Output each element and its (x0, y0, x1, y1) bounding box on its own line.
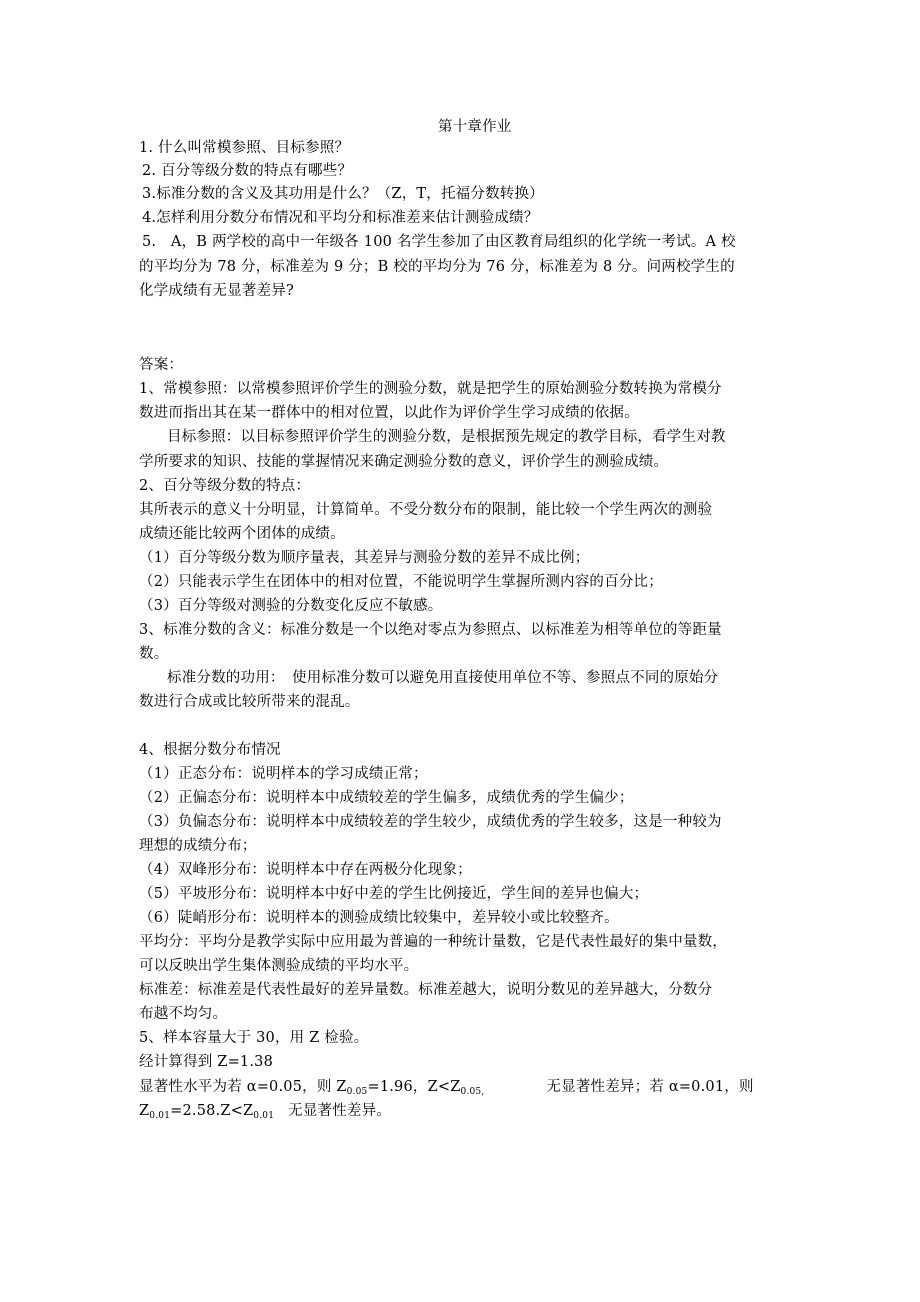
answer-4-heading: 4、根据分数分布情况 (139, 742, 281, 758)
mean-line-2: 可以反映出学生集体测验成绩的平均水平。 (139, 958, 419, 974)
answer-3-line-1: 3、标准分数的含义：标准分数是一个以绝对零点为参照点、以标准差为相等单位的等距量 (139, 622, 722, 638)
answer-5-line-4 (139, 1101, 391, 1121)
page-title: 第十章作业 (438, 119, 512, 135)
z-test-text-4: Z (139, 1103, 150, 1119)
mean-line-1: 平均分：平均分是教学实际中应用最为普遍的一种统计量数，它是代表性最好的集中量数， (139, 934, 727, 950)
question-4: 4.怎样利用分数分布情况和平均分和标准差来估计测验成绩？ (142, 210, 539, 226)
z-test-text-5: =2.58.Z<Z (170, 1103, 254, 1119)
answer-1-line-2: 数进而指出其在某一群体中的相对位置，以此作为评价学生学习成绩的依据。 (139, 405, 639, 421)
question-5-line-2: 的平均分为 78 分，标准差为 9 分；B 校的平均分为 76 分，标准差为 8 分。问两校学生的 (139, 259, 735, 275)
z-test-text-6: 无显著性差异。 (288, 1103, 392, 1119)
answer-2-point-3: （3）百分等级对测验的分数变化反应不敏感。 (139, 598, 443, 614)
question-5-line-1: 5. A，B 两学校的高中一年级各 100 名学生参加了由区教育局组织的化学统一考试。A 校 (142, 234, 736, 250)
answer-5-line-1: 5、样本容量大于 30，用 Z 检验。 (139, 1030, 369, 1046)
answer-4-point-5: （5）平坡形分布：说明样本中好中差的学生比例接近，学生间的差异也偏大； (139, 886, 649, 902)
sd-line-1: 标准差：标准差是代表性最好的差异量数。标准差越大，说明分数见的差异越大，分数分 (139, 982, 713, 998)
answer-4-point-4: （4）双峰形分布：说明样本中存在两极分化现象； (139, 862, 472, 878)
answer-2-heading: 2、百分等级分数的特点： (139, 478, 311, 494)
answer-2-line-1: 其所表示的意义十分明显，计算简单。不受分数分布的限制，能比较一个学生两次的测验 (139, 502, 713, 518)
question-2: 2. 百分等级分数的特点有哪些？ (142, 163, 353, 179)
answer-1-line-4: 学所要求的知识、技能的掌握情况来确定测验分数的意义，评价学生的测验成绩。 (139, 454, 669, 470)
answer-4-point-6: （6）陡峭形分布：说明样本的测验成绩比较集中，差异较小或比较整齐。 (139, 910, 619, 926)
z-sub-1: 0.05 (346, 1087, 368, 1097)
question-3: 3.标准分数的含义及其功用是什么？（Z，T，托福分数转换） (142, 186, 544, 202)
z-sub-3: 0.01 (149, 1111, 171, 1121)
question-1: 1. 什么叫常模参照、目标参照？ (139, 140, 350, 156)
answer-3-line-2: 数。 (139, 646, 169, 662)
question-5-line-3: 化学成绩有无显著差异? (139, 283, 294, 299)
z-test-text-3: 无显著性差异；若 α=0.01，则 (546, 1079, 754, 1095)
answer-2-line-2: 成绩还能比较两个团体的成绩。 (139, 526, 345, 542)
sd-line-2: 布越不均匀。 (139, 1006, 228, 1022)
answer-5-line-2: 经计算得到 Z=1.38 (139, 1054, 274, 1070)
z-sub-2: 0.05, (460, 1087, 485, 1097)
answer-1-line-3: 目标参照：以目标参照评价学生的测验分数，是根据预先规定的教学目标，看学生对教 (167, 429, 726, 445)
z-test-text-1: 显著性水平为若 α=0.05，则 Z (139, 1079, 347, 1095)
answer-4-point-2: （2）正偏态分布：说明样本中成绩较差的学生偏多，成绩优秀的学生偏少； (139, 790, 634, 806)
answer-3-line-4: 数进行合成或比较所带来的混乱。 (139, 694, 360, 710)
answer-2-point-1: （1）百分等级分数为顺序量表，其差异与测验分数的差异不成比例； (139, 550, 590, 566)
answers-heading: 答案： (139, 357, 184, 373)
z-test-text-2: =1.96，Z<Z (367, 1079, 461, 1095)
answer-1-line-1: 1、常模参照：以常模参照评价学生的测验分数，就是把学生的原始测验分数转换为常模分 (139, 381, 722, 397)
answer-3-line-3: 标准分数的功用： 使用标准分数可以避免用直接使用单位不等、参照点不同的原始分 (167, 670, 719, 686)
answer-4-point-3a: （3）负偏态分布：说明样本中成绩较差的学生较少，成绩优秀的学生较多，这是一种较为 (139, 814, 722, 830)
answer-4-point-3b: 理想的成绩分布； (139, 838, 257, 854)
z-sub-4: 0.01 (253, 1111, 275, 1121)
answer-5-line-3 (139, 1077, 754, 1097)
answer-2-point-2: （2）只能表示学生在团体中的相对位置，不能说明学生掌握所测内容的百分比； (139, 574, 663, 590)
answer-4-point-1: （1）正态分布：说明样本的学习成绩正常； (139, 766, 428, 782)
